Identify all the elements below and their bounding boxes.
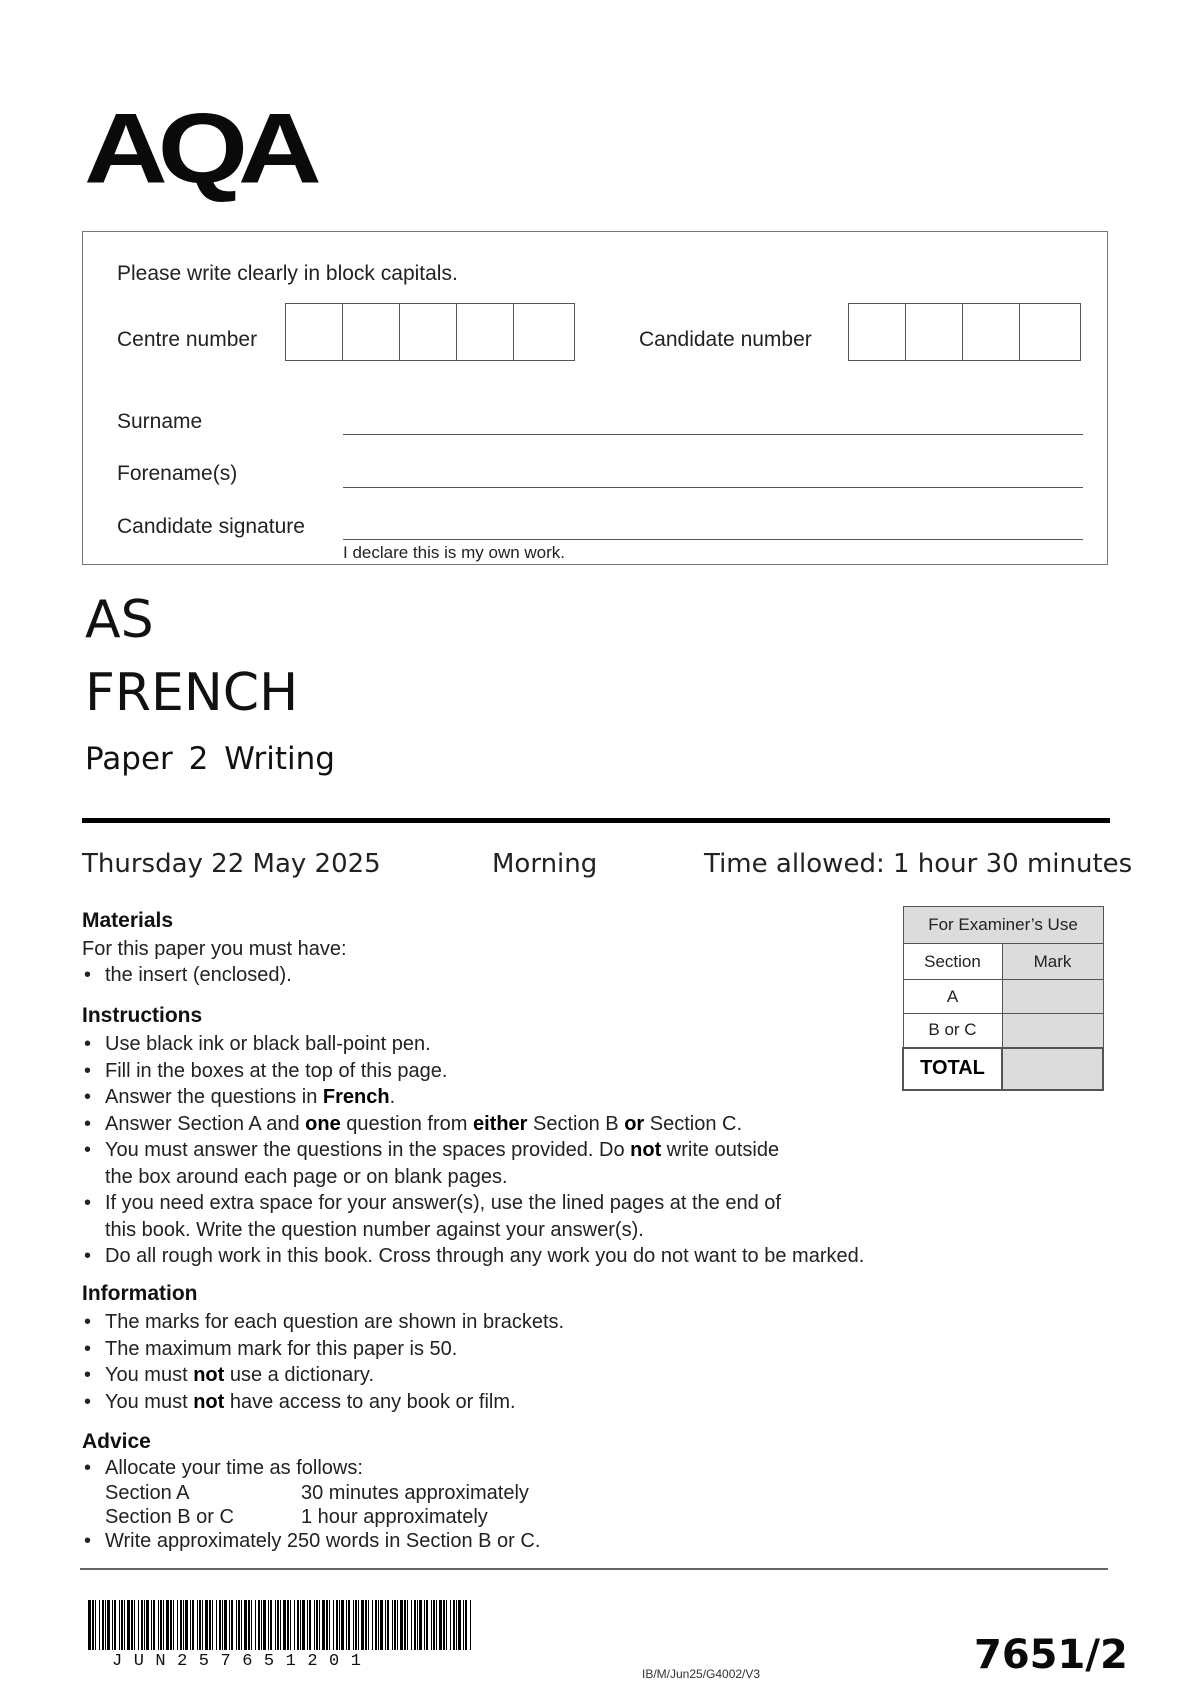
list-item: • Do all rough work in this book. Cross through any work you do not want to be marked. [82, 1243, 942, 1270]
centre-number-boxes [285, 303, 575, 361]
barcode-bar [411, 1600, 412, 1650]
barcode-bar [302, 1600, 305, 1650]
barcode-bar [433, 1600, 435, 1650]
list-item: • Fill in the boxes at the top of this page. [82, 1058, 942, 1085]
barcode-bar [368, 1600, 369, 1650]
list-item: • Answer the questions in French. [82, 1084, 942, 1111]
barcode-bar [192, 1600, 194, 1650]
centre-number-digit-box[interactable] [343, 304, 400, 360]
list-item: • The maximum mark for this paper is 50. [82, 1336, 564, 1363]
barcode-bar [255, 1600, 256, 1650]
barcode-bar [121, 1600, 123, 1650]
barcode-bar [222, 1600, 223, 1650]
total-mark-cell [1002, 1048, 1103, 1090]
barcode-bar [244, 1600, 247, 1650]
declaration-text: I declare this is my own work. [343, 543, 566, 562]
forenames-label: Forename(s) [117, 462, 238, 485]
barcode-bar [112, 1600, 113, 1650]
barcode-bar [336, 1600, 338, 1650]
barcode-bar [275, 1600, 276, 1650]
barcode-bar [102, 1600, 104, 1650]
barcode-bar [300, 1600, 301, 1650]
barcode-bar [329, 1600, 330, 1650]
surname-line[interactable] [343, 434, 1083, 435]
barcode-bar [280, 1600, 281, 1650]
information-heading: Information [82, 1282, 198, 1305]
list-item: • Write approximately 250 words in Section B or C. [82, 1528, 540, 1555]
barcode-bar [358, 1600, 359, 1650]
barcode-bar [114, 1600, 116, 1650]
mark-column-header: Mark [1002, 944, 1103, 980]
barcode-bar [314, 1600, 315, 1650]
subject-title: FRENCH [85, 663, 299, 723]
barcode-bar [322, 1600, 325, 1650]
time-allowed: Time allowed: 1 hour 30 minutes [704, 849, 1133, 879]
section-b-or-c-cell: B or C [903, 1014, 1002, 1048]
barcode-bar [92, 1600, 94, 1650]
barcode-bar [216, 1600, 217, 1650]
barcode-bar [426, 1600, 428, 1650]
barcode-bar [209, 1600, 211, 1650]
centre-number-digit-box[interactable] [457, 304, 514, 360]
barcode-bar [88, 1600, 91, 1650]
barcode-bar [419, 1600, 422, 1650]
document-reference: IB/M/Jun25/G4002/V3 [642, 1667, 761, 1681]
barcode-bar [124, 1600, 125, 1650]
barcode-bar [231, 1600, 233, 1650]
footer-divider [80, 1568, 1108, 1570]
exam-date: Thursday 22 May 2025 [82, 849, 381, 879]
barcode-bar [436, 1600, 437, 1650]
exam-session: Morning [492, 849, 598, 879]
barcode-bar [309, 1600, 311, 1650]
forenames-line[interactable] [343, 487, 1083, 488]
barcode-bar [185, 1600, 188, 1650]
barcode-bar [131, 1600, 133, 1650]
barcode-bar [341, 1600, 344, 1650]
barcode-bar [385, 1600, 386, 1650]
barcode-bar [224, 1600, 227, 1650]
signature-line[interactable] [343, 539, 1083, 540]
barcode-bar [450, 1600, 451, 1650]
thick-divider [82, 818, 1110, 823]
barcode-bar [258, 1600, 260, 1650]
signature-label: Candidate signature [117, 515, 305, 538]
barcode-bar [465, 1600, 467, 1650]
barcode-bar [470, 1600, 471, 1650]
barcode-bar [180, 1600, 182, 1650]
barcode-bar [453, 1600, 455, 1650]
barcode-bar [387, 1600, 389, 1650]
barcode-bar [202, 1600, 203, 1650]
barcode-bar [290, 1600, 291, 1650]
barcode-bar [127, 1600, 130, 1650]
barcode-bar [326, 1600, 328, 1650]
barcode-bar [397, 1600, 398, 1650]
barcode-bar [236, 1600, 237, 1650]
barcode-bar [151, 1600, 152, 1650]
candidate-number-digit-box[interactable] [963, 304, 1020, 360]
list-item: • You must not use a dictionary. [82, 1362, 564, 1389]
advice-list [82, 1455, 363, 1482]
advice-row-section: Section B or C [105, 1506, 234, 1528]
centre-number-digit-box[interactable] [400, 304, 457, 360]
mark-cell [1002, 980, 1103, 1014]
barcode-bar [346, 1600, 347, 1650]
materials-heading: Materials [82, 909, 174, 932]
barcode-bar [238, 1600, 240, 1650]
barcode-bar [394, 1600, 396, 1650]
barcode-bar [372, 1600, 373, 1650]
barcode-bar [443, 1600, 445, 1650]
centre-number-digit-box[interactable] [514, 304, 571, 360]
barcode-bar [146, 1600, 149, 1650]
barcode-digits: JUN257651201 [112, 1652, 373, 1671]
barcode-bar [407, 1600, 408, 1650]
materials-intro: For this paper you must have: [82, 938, 347, 960]
advice-row-time: 30 minutes approximately [301, 1482, 529, 1504]
barcode-bar [333, 1600, 334, 1650]
barcode-bar [380, 1600, 383, 1650]
barcode-bar [160, 1600, 162, 1650]
barcode-bar [270, 1600, 272, 1650]
barcode-bar [417, 1600, 418, 1650]
candidate-number-digit-box[interactable] [906, 304, 963, 360]
barcode-bar [458, 1600, 461, 1650]
barcode-bar [229, 1600, 230, 1650]
barcode-bar [170, 1600, 172, 1650]
barcode-bar [355, 1600, 357, 1650]
instructions-list [82, 1031, 942, 1270]
barcode-bar [166, 1600, 169, 1650]
barcode-bar [205, 1600, 208, 1650]
barcode-bar [105, 1600, 106, 1650]
barcode-bar [199, 1600, 201, 1650]
barcode-bar [212, 1600, 213, 1650]
list-item: • The marks for each question are shown in brackets. [82, 1309, 564, 1336]
list-item: • Answer Section A and one question from either Section B or Section C. [82, 1111, 942, 1138]
centre-number-digit-box[interactable] [286, 304, 343, 360]
paper-code: 7651/2 [974, 1632, 1128, 1678]
barcode-bar [287, 1600, 289, 1650]
candidate-number-digit-box[interactable] [849, 304, 906, 360]
information-list [82, 1309, 564, 1415]
barcode-bar [316, 1600, 318, 1650]
barcode-bar [119, 1600, 120, 1650]
barcode-bar [183, 1600, 184, 1650]
barcode [88, 1600, 474, 1650]
list-item: • Use black ink or black ball-point pen. [82, 1031, 942, 1058]
barcode-bar [241, 1600, 242, 1650]
barcode-bar [197, 1600, 198, 1650]
barcode-bar [439, 1600, 442, 1650]
barcode-bar [348, 1600, 350, 1650]
barcode-bar [134, 1600, 135, 1650]
barcode-bar [138, 1600, 139, 1650]
mark-cell [1002, 1014, 1103, 1048]
advice-heading: Advice [82, 1430, 151, 1453]
barcode-bar [144, 1600, 145, 1650]
surname-label: Surname [117, 410, 203, 433]
examiners-use-title: For Examiner’s Use [903, 907, 1103, 944]
barcode-bar [190, 1600, 191, 1650]
aqa-logo: AQA [84, 91, 312, 204]
barcode-bar [261, 1600, 262, 1650]
barcode-bar [307, 1600, 308, 1650]
list-item: • the insert (enclosed). [82, 962, 292, 989]
barcode-bar [277, 1600, 279, 1650]
barcode-bar [219, 1600, 221, 1650]
barcode-bar [297, 1600, 299, 1650]
list-item: • You must answer the questions in the spaces provided. Do not write outside the box around each page or on blank pages. [82, 1137, 942, 1190]
candidate-number-digit-box[interactable] [1020, 304, 1077, 360]
barcode-bar [446, 1600, 447, 1650]
barcode-bar [163, 1600, 164, 1650]
barcode-bar [158, 1600, 159, 1650]
candidate-number-label: Candidate number [639, 328, 812, 351]
block-capitals-instruction: Please write clearly in block capitals. [117, 262, 458, 285]
barcode-bar [263, 1600, 266, 1650]
barcode-bar [283, 1600, 286, 1650]
barcode-bar [375, 1600, 377, 1650]
barcode-bar [365, 1600, 367, 1650]
qualification-level: AS [85, 590, 154, 650]
total-label: TOTAL [903, 1048, 1002, 1090]
advice-list-2 [82, 1528, 540, 1555]
barcode-bar [177, 1600, 178, 1650]
barcode-bar [424, 1600, 425, 1650]
instructions-heading: Instructions [82, 1004, 203, 1027]
barcode-bar [141, 1600, 143, 1650]
barcode-bar [173, 1600, 174, 1650]
barcode-bar [95, 1600, 96, 1650]
advice-row-section: Section A [105, 1482, 190, 1504]
barcode-bar [339, 1600, 340, 1650]
barcode-bar [319, 1600, 320, 1650]
paper-title: Paper 2 Writing [85, 741, 335, 777]
barcode-bar [392, 1600, 393, 1650]
barcode-bar [353, 1600, 354, 1650]
barcode-bar [378, 1600, 379, 1650]
list-item: • If you need extra space for your answer(s), use the lined pages at the end of this book. Write the question number against your answer(s). [82, 1190, 942, 1243]
barcode-bar [251, 1600, 252, 1650]
barcode-bar [268, 1600, 269, 1650]
barcode-bar [294, 1600, 295, 1650]
advice-row-time: 1 hour approximately [301, 1506, 488, 1528]
barcode-bar [107, 1600, 110, 1650]
section-a-cell: A [903, 980, 1002, 1014]
section-column-header: Section [903, 944, 1002, 980]
barcode-bar [431, 1600, 432, 1650]
barcode-bar [456, 1600, 457, 1650]
list-item: • Allocate your time as follows: [82, 1455, 363, 1482]
barcode-bar [248, 1600, 250, 1650]
list-item: • You must not have access to any book or film. [82, 1389, 564, 1416]
barcode-bar [400, 1600, 403, 1650]
barcode-bar [404, 1600, 406, 1650]
barcode-bar [463, 1600, 464, 1650]
barcode-bar [361, 1600, 364, 1650]
candidate-number-boxes [848, 303, 1081, 361]
barcode-bar [99, 1600, 100, 1650]
barcode-bar [153, 1600, 155, 1650]
centre-number-label: Centre number [117, 328, 258, 351]
materials-list [82, 962, 292, 989]
barcode-bar [414, 1600, 416, 1650]
examiners-use-table [902, 906, 1104, 1091]
